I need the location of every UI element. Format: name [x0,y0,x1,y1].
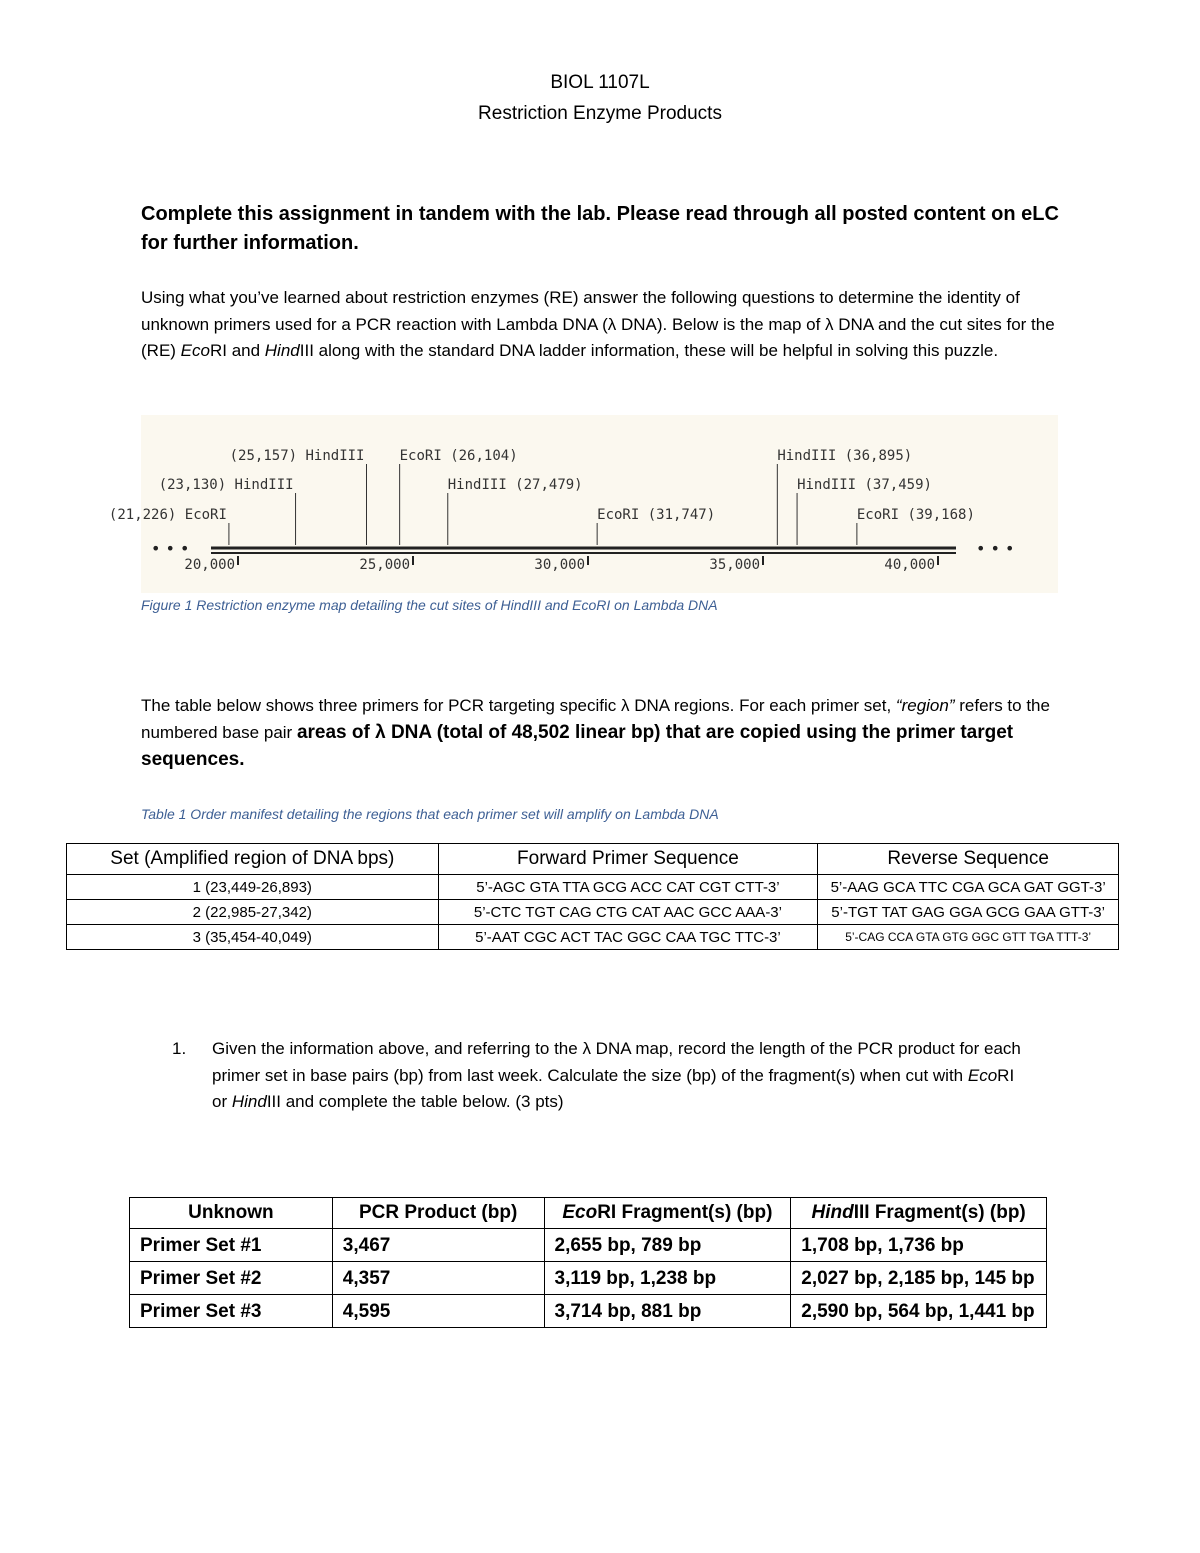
question-1 [172,1036,1032,1116]
table-row [67,875,1119,900]
header-pcr-product: PCR Product (bp) [332,1198,544,1229]
header-ecori: EcoRI Fragment(s) (bp) [544,1198,791,1229]
table-row [67,925,1119,950]
pcr-product-cell[interactable]: 4,595 [332,1295,544,1328]
hindiii-fragments-cell[interactable]: 2,590 bp, 564 bp, 1,441 bp [791,1295,1047,1328]
header-forward: Forward Primer Sequence [438,844,818,875]
question-number: 1. [172,1039,187,1058]
forward-primer: 5’-AAT CGC ACT TAC GGC CAA TGC TTC-3’ [438,925,818,950]
primer-table [66,843,1119,950]
restriction-map [108,415,1058,593]
cut-site-label: (25,157) HindIII [229,448,365,464]
primer-table-header [67,844,1119,875]
question-text: Given the information above, and referring to the λ DNA map, record the length of the PCR product for each primer set in base pairs (bp) from last week. Calculate the size (bp) of the fragment(s) when cut with EcoRI or HindIII and complete the table below. (3 pts) [212,1039,1021,1111]
axis-tick-label: 30,000 [534,557,585,573]
instructions-bold: Complete this assignment in tandem with the lab. Please read through all posted content on eLC for further information. [141,203,1059,254]
hindiii-fragments-cell[interactable]: 2,027 bp, 2,185 bp, 145 bp [791,1262,1047,1295]
primer-set-label: Primer Set #3 [130,1295,333,1328]
reverse-primer: 5’-CAG CCA GTA GTG GGC GTT TGA TTT-3’ [818,925,1119,950]
axis-tick-label: 40,000 [884,557,935,573]
table-caption: Table 1 Order manifest detailing the regions that each primer set will amplify on Lambda DNA [141,806,719,822]
left-dots: • • • [151,539,190,558]
cut-site-label: EcoRI (31,747) [597,507,716,523]
axis-tick-label: 20,000 [184,557,235,573]
instructions-body: Using what you’ve learned about restriction enzymes (RE) answer the following questions to determine the identity of unknown primers used for a PCR reaction with Lambda DNA (λ DNA). Below is the map of λ DNA and the cut sites for the (RE) EcoRI and HindIII along with the standard DNA ladder information, these will be helpful in solving this puzzle. [141,288,1055,360]
reverse-primer: 5’-TGT TAT GAG GGA GCG GAA GTT-3’ [818,900,1119,925]
primer-description [141,692,1071,773]
primer-description-b: areas of λ DNA (total of 48,502 linear bp) that are copied using the primer target sequences. [141,722,1014,770]
cut-site-label: HindIII (37,459) [797,477,932,493]
primer-description-a: The table below shows three primers for PCR targeting specific λ DNA regions. For each primer set, “region” refers to the numbered base pair [141,696,1050,742]
header-unknown: Unknown [130,1198,333,1229]
table-row [130,1295,1047,1328]
header-hindiii: HindIII Fragment(s) (bp) [791,1198,1047,1229]
figure-caption: Figure 1 Restriction enzyme map detailing the cut sites of HindIII and EcoRI on Lambda DNA [141,597,718,613]
pcr-product-cell[interactable]: 3,467 [332,1229,544,1262]
primer-set-label: Primer Set #2 [130,1262,333,1295]
set-region: 3 (35,454-40,049) [67,925,439,950]
ecori-fragments-cell[interactable]: 3,119 bp, 1,238 bp [544,1262,791,1295]
axis-tick-label: 25,000 [359,557,410,573]
page-title: Restriction Enzyme Products [478,103,722,124]
cut-site-label: HindIII (27,479) [447,477,583,493]
forward-primer: 5’-CTC TGT CAG CTG CAT AAC GCC AAA-3’ [438,900,818,925]
hindiii-fragments-cell[interactable]: 1,708 bp, 1,736 bp [791,1229,1047,1262]
cut-site-label: (21,226) EcoRI [108,507,227,523]
ecori-fragments-cell[interactable]: 3,714 bp, 881 bp [544,1295,791,1328]
header-set: Set (Amplified region of DNA bps) [67,844,439,875]
cut-site-label: EcoRI (26,104) [399,448,518,464]
reverse-primer: 5’-AAG GCA TTC CGA GCA GAT GGT-3’ [818,875,1119,900]
course-title: BIOL 1107L [550,72,650,93]
table-row [130,1229,1047,1262]
header-reverse: Reverse Sequence [818,844,1119,875]
answer-table-header [130,1198,1047,1229]
set-region: 1 (23,449-26,893) [67,875,439,900]
cut-site-label: (23,130) HindIII [158,477,294,493]
forward-primer: 5’-AGC GTA TTA GCG ACC CAT CGT CTT-3’ [438,875,818,900]
set-region: 2 (22,985-27,342) [67,900,439,925]
table-row [130,1262,1047,1295]
pcr-product-cell[interactable]: 4,357 [332,1262,544,1295]
primer-set-label: Primer Set #1 [130,1229,333,1262]
cut-site-label: EcoRI (39,168) [856,507,975,523]
table-row [67,900,1119,925]
ecori-fragments-cell[interactable]: 2,655 bp, 789 bp [544,1229,791,1262]
answer-table [129,1197,1047,1328]
cut-site-label: HindIII (36,895) [777,448,913,464]
right-dots: • • • [976,539,1015,558]
axis-tick-label: 35,000 [709,557,760,573]
